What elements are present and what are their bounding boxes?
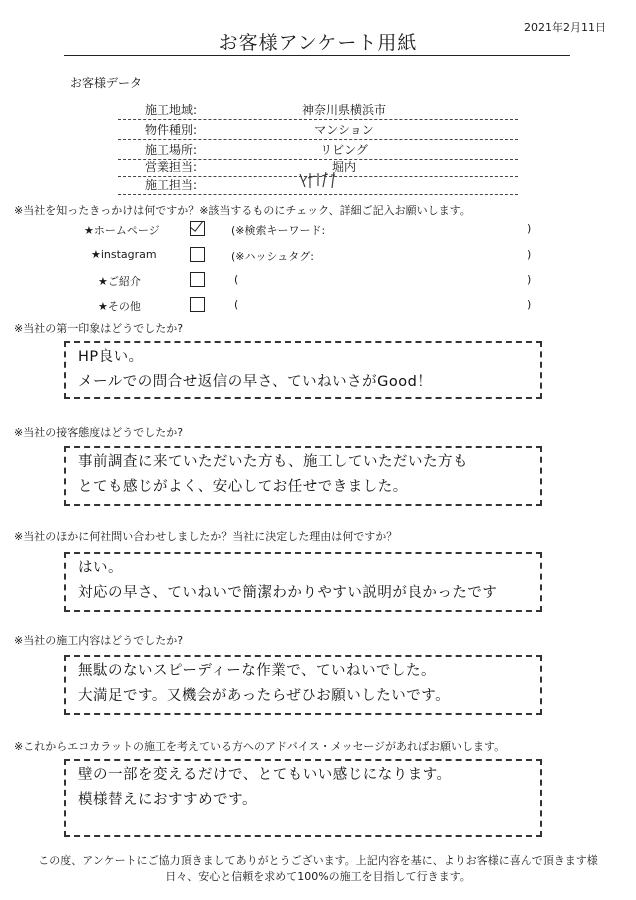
info-row-staff [118,174,518,195]
question-work-quality: ※当社の施工内容はどうでしたか? [14,634,184,647]
sales-value: 堀内 [331,160,356,174]
info-row-type [118,119,518,140]
option-instagram-checkbox[interactable] [190,247,205,262]
answer-service-attitude: 事前調査に来ていただいた方も、施工していただいた方も とても感じがよく、安心してお任せできました。 [64,446,542,506]
answer-work-quality: 無駄のないスピーディーな作業で、ていねいでした。 大満足です。又機会があったらぜひお願いしたいです。 [64,655,542,715]
option-homepage-label: ★ホームページ [84,224,160,237]
option-referral-close: ) [527,273,532,286]
area-label: 施工地域: [145,103,198,117]
place-value: リビング [320,143,368,157]
question-how-found: ※当社を知ったきっかけは何ですか？※該当するものにチェック、詳細ご記入お願いします。 [14,204,471,217]
survey-date: 2021年2月11日 [524,21,606,34]
area-value: 神奈川県横浜市 [301,103,386,117]
option-other-close: ) [527,298,532,311]
option-other-label: ★その他 [98,300,141,313]
answer-first-impression: HP良い。 メールでの問合せ返信の早さ、ていねいさがGood！ [64,341,542,399]
question-first-impression: ※当社の第一印象はどうでしたか? [14,322,184,335]
option-instagram-detail: (※ハッシュタグ: [231,250,314,263]
option-instagram-close: ) [527,248,532,261]
type-value: マンション [314,123,374,137]
option-instagram-label: ★instagram [91,248,157,261]
option-referral-checkbox[interactable] [190,272,205,287]
answer-other-companies: はい。 対応の早さ、ていねいで簡潔わかりやすい説明が良かったです [64,552,542,612]
type-label: 物件種別: [145,123,198,137]
customer-data-label: お客様データ [70,76,143,90]
option-other-checkbox[interactable] [190,297,205,312]
option-homepage-checkbox[interactable] [190,221,205,236]
option-other-open: ( [234,298,239,311]
question-service-attitude: ※当社の接客態度はどうでしたか? [14,426,184,439]
option-homepage-close: ) [527,222,532,235]
sales-label: 営業担当: [145,160,198,174]
option-referral-open: ( [234,273,239,286]
footer-line-2: 日々、安心と信頼を求めて100%の施工を目指して行きます。 [165,870,471,883]
footer-line-1: この度、アンケートにご協力頂きましてありがとうございます。上記内容を基に、よりお客様に喜んで頂きます様 [38,854,598,867]
question-advice: ※これからエコカラットの施工を考えている方へのアドバイス・メッセージがあればお願いします。 [14,740,506,753]
info-row-area [118,99,518,120]
staff-label: 施工担当: [145,178,198,192]
page-title: お客様アンケート用紙 [218,32,418,54]
question-other-companies: ※当社のほかに何社問い合わせしましたか？当社に決定した理由は何ですか？ [14,530,398,543]
option-homepage-detail: (※検索キーワード: [231,224,326,237]
title-underline [64,55,570,56]
answer-advice: 壁の一部を変えるだけで、とてもいい感じになります。 模様替えにおすすめです。 [64,759,542,837]
handwritten-signature [298,170,340,190]
option-referral-label: ★ご紹介 [98,275,141,288]
place-label: 施工場所: [145,143,198,157]
